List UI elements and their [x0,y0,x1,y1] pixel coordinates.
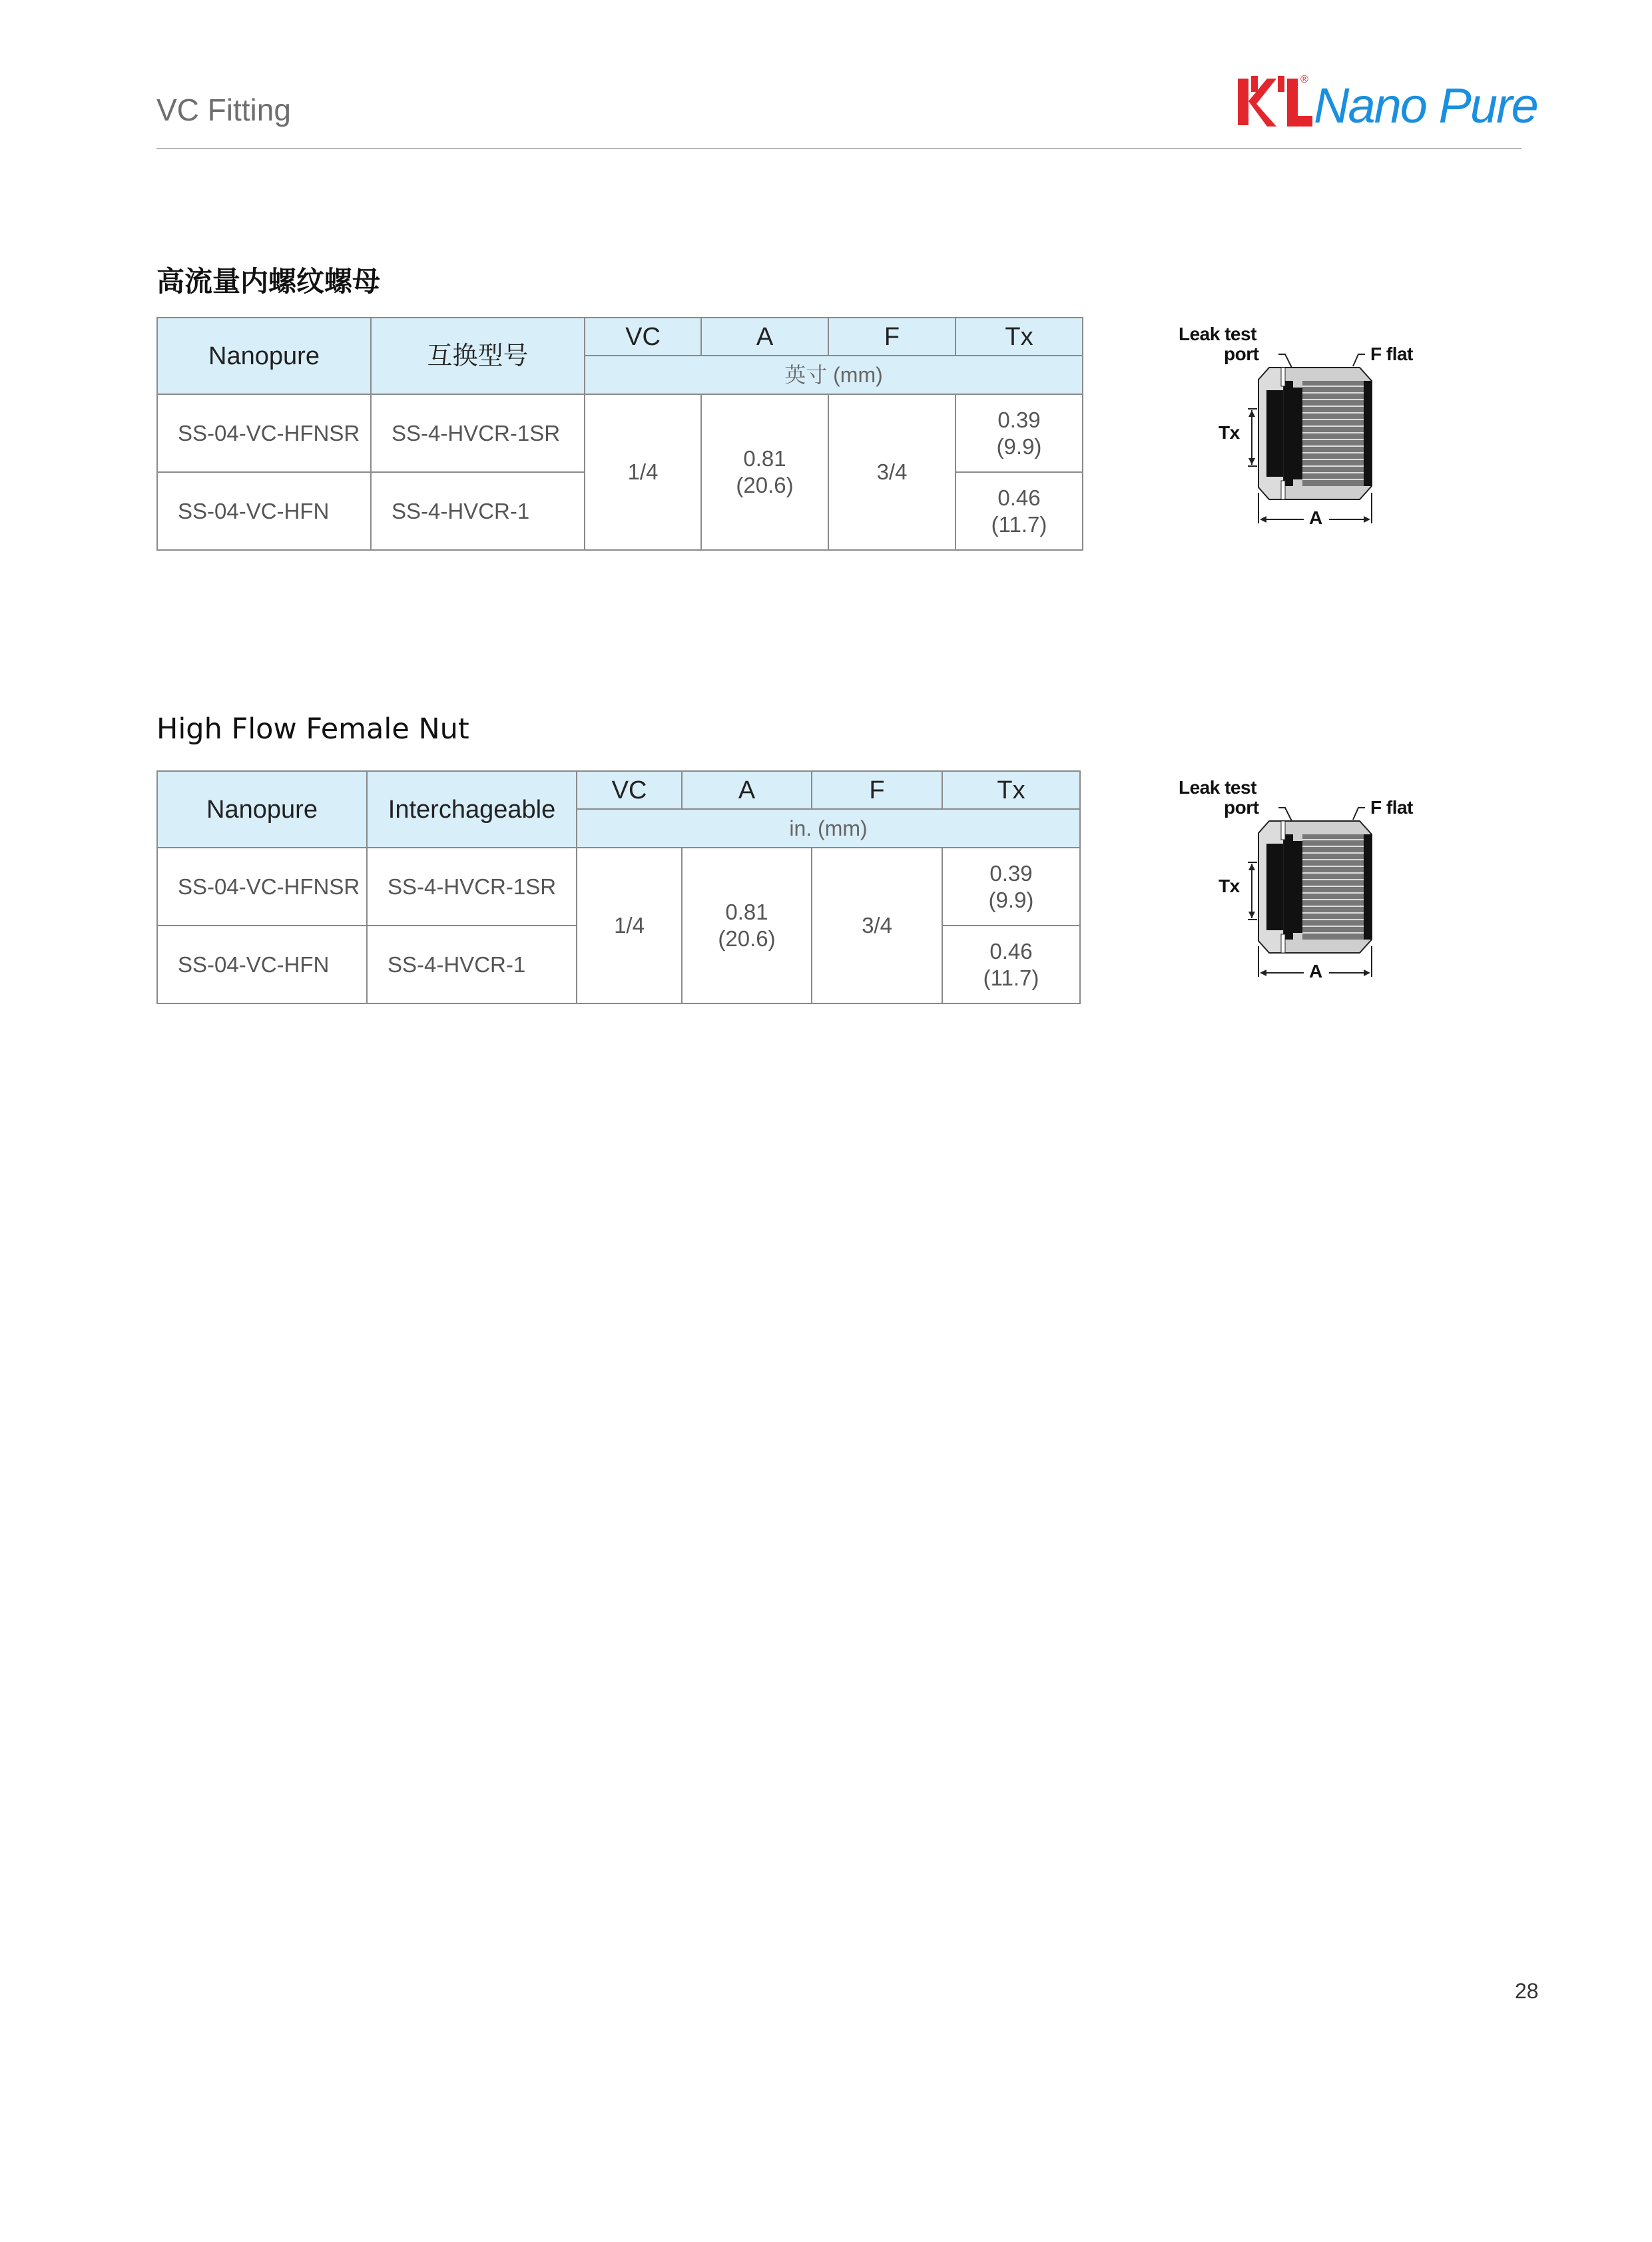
label-a: A [1309,961,1322,981]
label-tx: Tx [1219,422,1240,443]
col-header-tx: Tx [942,771,1080,809]
cell-interchangeable: SS-4-HVCR-1SR [367,848,577,926]
header-divider [156,148,1521,149]
col-header-f: F [828,318,956,356]
cell-tx-in: 0.46 [997,485,1041,510]
label-port: port [1224,797,1259,818]
col-header-vc: VC [577,771,682,809]
col-header-interchangeable: 互换型号 [371,318,585,394]
cell-interchangeable: SS-4-HVCR-1 [367,926,577,1003]
unit-row: 英寸 (mm) [585,356,1083,394]
cell-tx-in: 0.46 [989,938,1033,964]
cell-tx-in: 0.39 [989,860,1033,886]
company-logo [1235,67,1537,140]
label-f-flat: F flat [1370,797,1413,818]
registered-mark: ® [1300,74,1308,85]
cell-nanopure: SS-04-VC-HFN [157,926,367,1003]
cell-tx [956,394,1083,472]
nut-diagram-en [1179,777,1445,997]
female-nut-drawing [1179,324,1445,543]
cell-f: 3/4 [812,848,942,1003]
cell-f: 3/4 [828,394,956,550]
cell-tx [942,848,1080,926]
col-header-interchangeable: Interchageable [367,771,577,848]
col-header-f: F [812,771,942,809]
cell-interchangeable: SS-4-HVCR-1SR [371,394,585,472]
col-header-nanopure: Nanopure [157,318,371,394]
col-header-a: A [682,771,812,809]
col-header-a: A [701,318,828,356]
cell-tx-mm: (9.9) [996,433,1042,459]
logo-brand-text: Nano Pure [1314,78,1537,133]
spec-table-en [156,770,1081,1004]
cell-nanopure: SS-04-VC-HFNSR [157,848,367,926]
kl-logo-mark [1235,72,1315,136]
label-a: A [1309,507,1322,528]
label-f-flat: F flat [1370,344,1413,364]
label-tx: Tx [1219,876,1240,896]
female-nut-drawing [1179,777,1445,997]
cell-a-in: 0.81 [743,446,786,471]
nut-diagram-cn [1179,324,1445,543]
page-header-title: VC Fitting [156,93,291,127]
cell-tx [942,926,1080,1003]
cell-tx [956,472,1083,550]
cell-a-mm: (20.6) [736,473,794,497]
unit-row: in. (mm) [577,809,1080,848]
cell-interchangeable: SS-4-HVCR-1 [371,472,585,550]
cell-a [701,394,828,550]
section-title-cn: 高流量内螺纹螺母 [156,266,381,297]
page-number: 28 [1515,1979,1539,2003]
spec-table-cn [156,317,1083,551]
cell-tx-mm: (11.7) [991,511,1047,537]
cell-a [682,848,812,1003]
cell-tx-mm: (11.7) [983,965,1039,990]
cell-a-in: 0.81 [725,900,768,924]
col-header-nanopure: Nanopure [157,771,367,848]
cell-vc: 1/4 [585,394,701,550]
cell-tx-mm: (9.9) [988,887,1034,912]
section-title-en: High Flow Female Nut [156,712,469,746]
label-leak-test: Leak test [1179,777,1256,798]
cell-nanopure: SS-04-VC-HFNSR [157,394,371,472]
cell-nanopure: SS-04-VC-HFN [157,472,371,550]
cell-a-mm: (20.6) [718,926,776,951]
col-header-vc: VC [585,318,701,356]
label-port: port [1224,344,1259,364]
cell-tx-in: 0.39 [997,407,1041,432]
col-header-tx: Tx [956,318,1083,356]
cell-vc: 1/4 [577,848,682,1003]
label-leak-test: Leak test [1179,324,1256,344]
